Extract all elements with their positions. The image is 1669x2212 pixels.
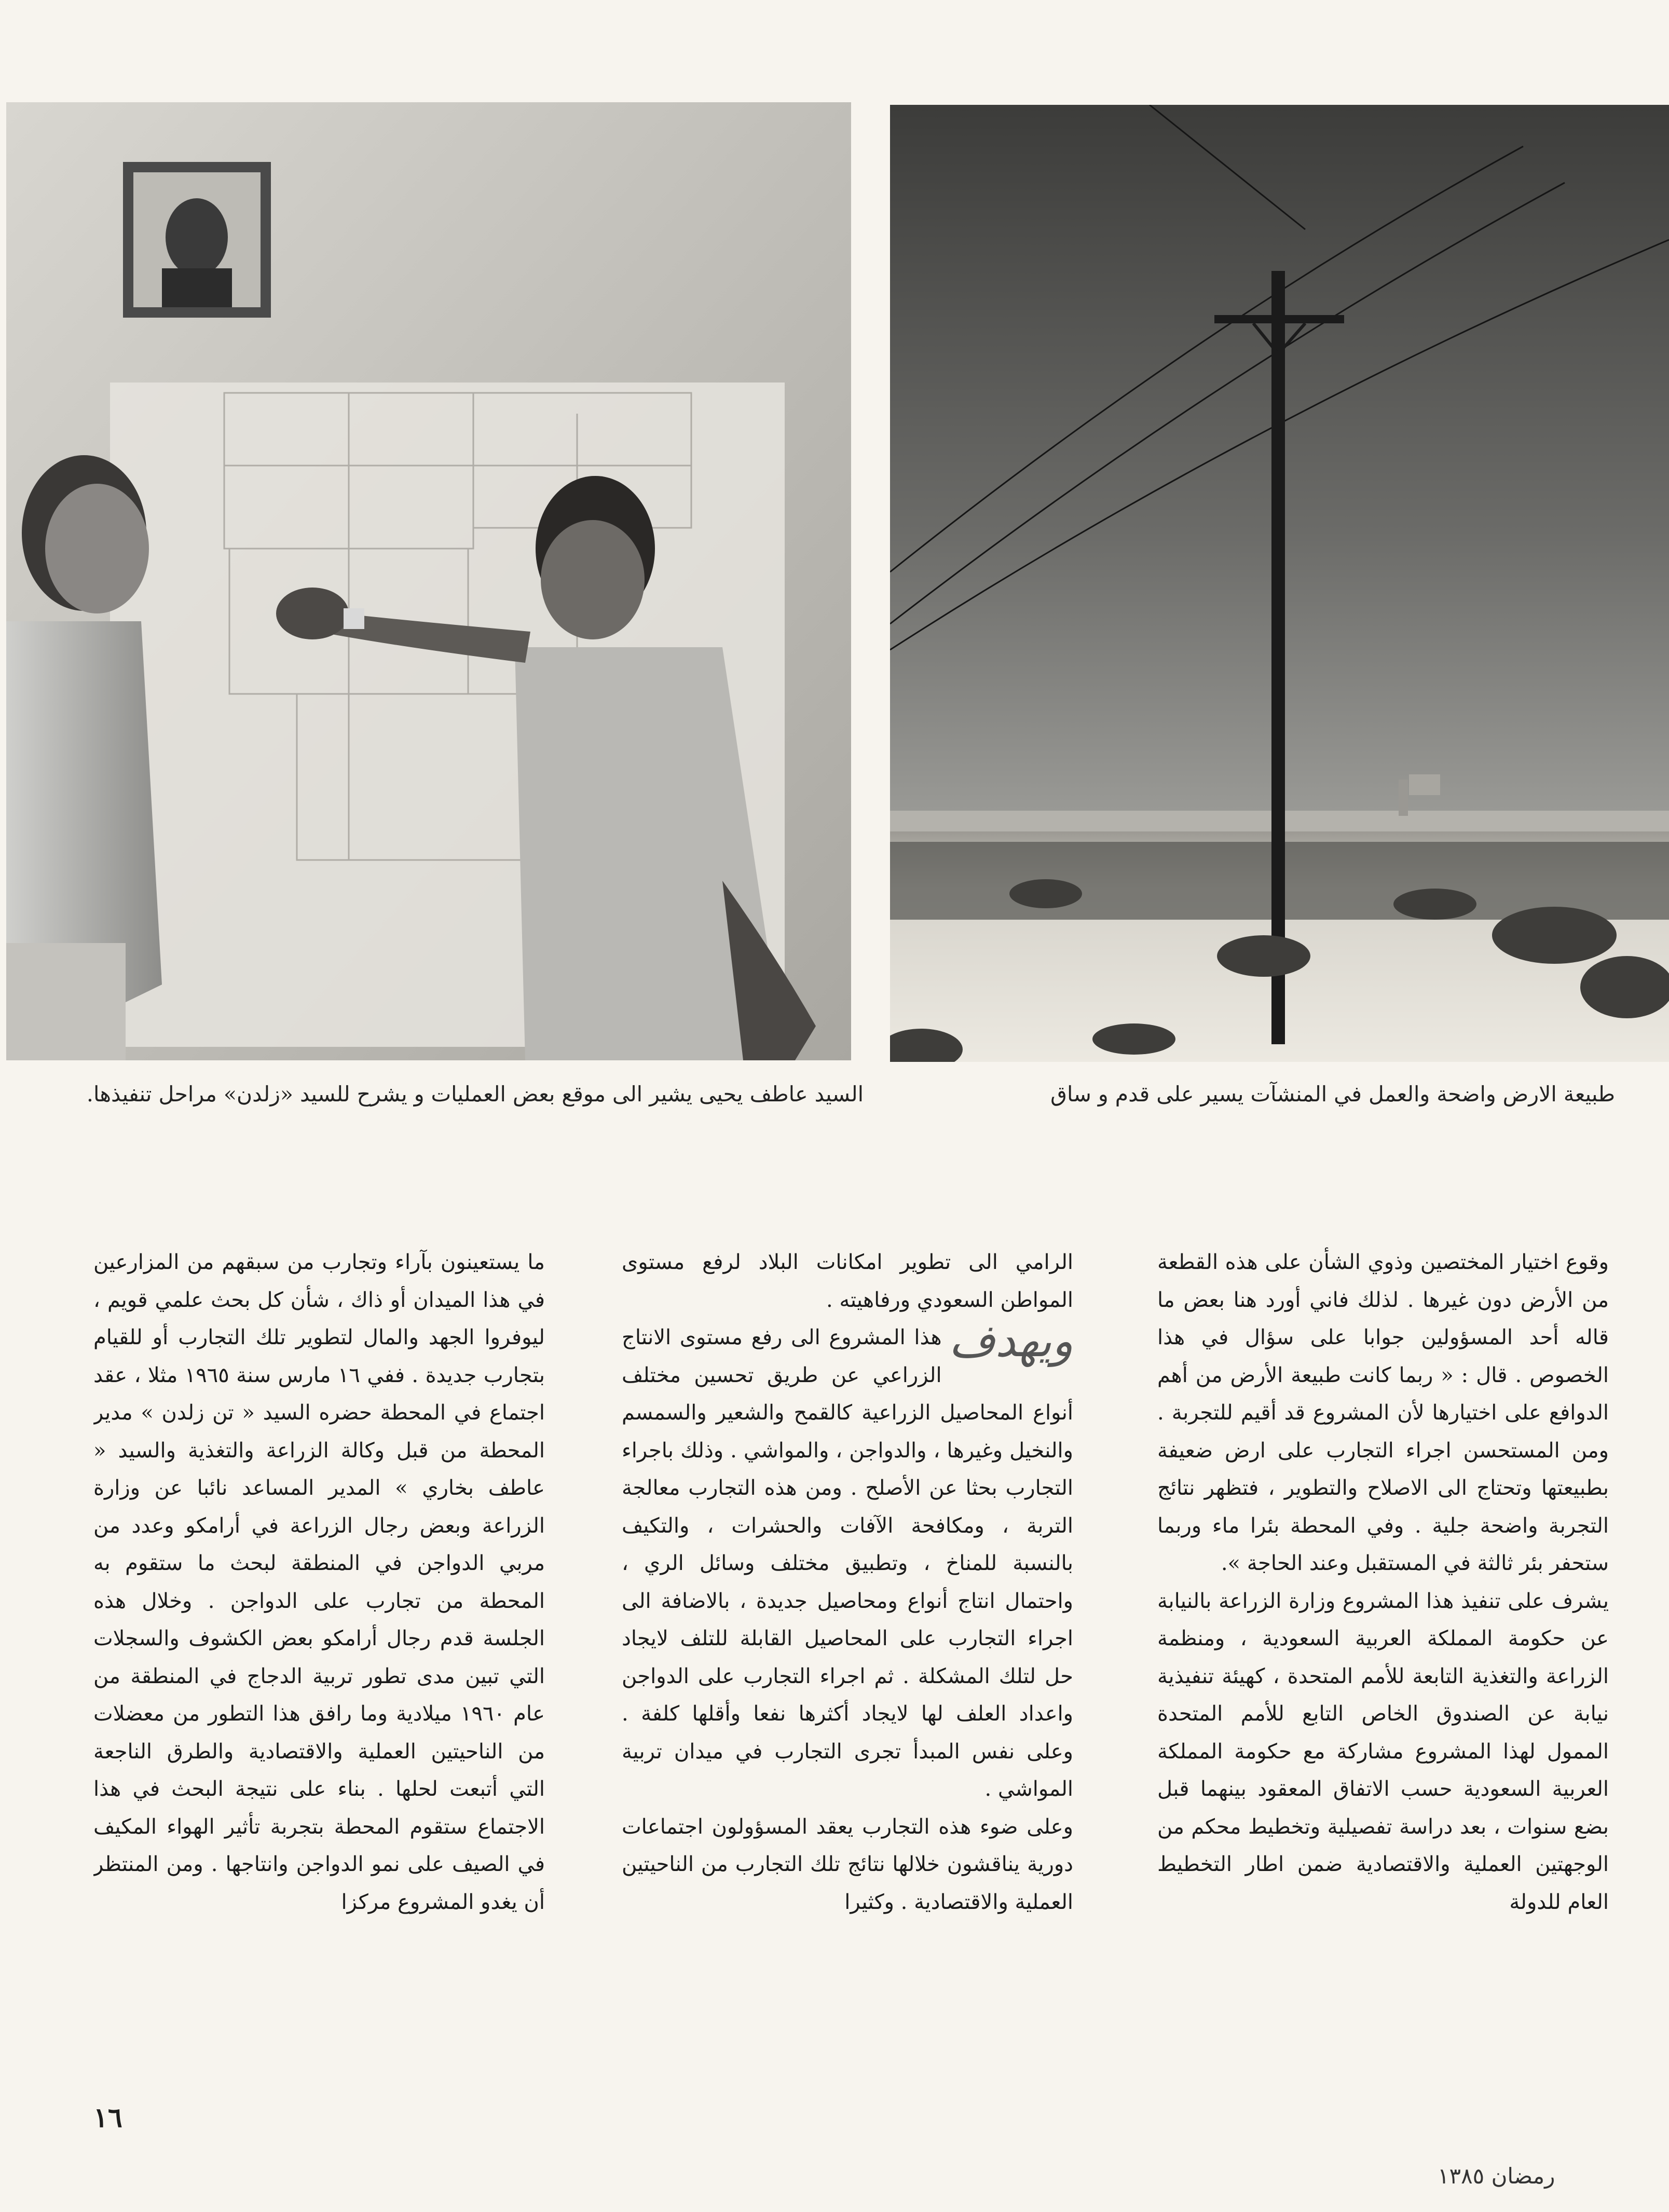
page-number: ١٦ — [93, 2102, 122, 2134]
article-column-1 — [1157, 1244, 1609, 2090]
photo-men-at-map-image — [6, 102, 851, 1060]
article-column-2 — [622, 1244, 1073, 2090]
paragraph: وقوع اختيار المختصين وذوي الشأن على هذه القطعة من الأرض دون غيرها . لذلك فاني أورد هنا بعض ما قاله أحد المسؤولين جوابا على سؤال في هذا الخصوص . قال : « ربما كانت طبيعة الأرض من أهم الدوافع على اختيارها لأن المشروع قد أقيم للتجربة . ومن المستحسن اجراء التجارب على ارض ضعيفة بطبيعتها وتحتاج الى الاصلاح والتطوير ، فتظهر نتائج التجربة واضحة جلية . وفي المحطة بئرا ماء وربما ستحفر بئر ثالثة في المستقبل وعند الحاجة ». — [1157, 1250, 1609, 1575]
caption-right-photo: طبيعة الارض واضحة والعمل في المنشآت يسير على قدم و ساق — [1050, 1082, 1615, 1107]
paragraph: يشرف على تنفيذ هذا المشروع وزارة الزراعة بالنيابة عن حكومة المملكة العربية السعودية ، ومنظمة الزراعة والتغذية التابعة للأمم المتحدة ، كهيئة تنفيذية نيابة عن الصندوق الخاص التابع للأمم المتحدة الممول لهذا المشروع مشاركة مع حكومة المملكة العربية السعودية حسب الاتفاق المعقود بينهما قبل بضع سنوات ، بعد دراسة تفصيلية وتخطيط محكم من الوجهتين العملية والاقتصادية ضمن اطار التخطيط العام للدولة — [1157, 1589, 1609, 1914]
paragraph: الرامي الى تطوير امكانات البلاد لرفع مستوى المواطن السعودي ورفاهيته . — [622, 1250, 1073, 1312]
photo-men-at-map — [6, 102, 851, 1060]
drop-word: ويهدف — [949, 1315, 1073, 1367]
paragraph: هذا المشروع الى رفع مستوى الانتاج الزراعي عن طريق تحسين مختلف أنواع المحاصيل الزراعية كالقمح والشعير والسمسم والنخيل وغيرها ، والدواجن ، والمواشي . وذلك باجراء التجارب بحثا عن الأصلح . ومن هذه التجارب معالجة التربة ، ومكافحة الآفات والحشرات ، والتكيف بالنسبة للمناخ ، وتطبيق مختلف وسائل الري ، واحتمال انتاج أنواع ومحاصيل جديدة ، بالاضافة الى اجراء التجارب على المحاصيل القابلة للتلف لايجاد حل لتلك المشكلة . ثم اجراء التجارب على الدواجن واعداد العلف لها لايجاد أكثرها نفعا وأقلها كلفة . وعلى نفس المبدأ تجرى التجارب في ميدان تربية المواشي . — [622, 1326, 1073, 1801]
paragraph: ما يستعينون بآراء وتجارب من سبقهم من المزارعين في هذا الميدان أو ذاك ، شأن كل بحث علمي قويم ، ليوفروا الجهد والمال لتطوير تلك التجارب أو للقيام بتجارب جديدة . ففي ١٦ مارس سنة ١٩٦٥ مثلا ، عقد اجتماع في المحطة حضره السيد « تن زلدن » مدير المحطة من قبل وكالة الزراعة والتغذية والسيد « عاطف بخاري » المدير المساعد نائبا عن وزارة الزراعة وبعض رجال الزراعة في أرامكو وعدد من مربي الدواجن في المنطقة لبحث ما ستقوم به المحطة من تجارب على الدواجن . وخلال هذه الجلسة قدم رجال أرامكو بعض الكشوف والسجلات التي تبين مدى تطور تربية الدجاج في المنطقة من عام ١٩٦٠ ميلادية وما رافق هذا التطور من معضلات من الناحيتين العملية والاقتصادية والطرق الناجعة التي أتبعت لحلها . بناء على نتيجة البحث في هذا الاجتماع ستقوم المحطة بتجربة تأثير الهواء المكيف في الصيف على نمو الدواجن وانتاجها . ومن المنتظر أن يغدو المشروع مركزا — [93, 1250, 545, 1914]
photo-desert-pole-image — [890, 105, 1669, 1062]
paragraph: وعلى ضوء هذه التجارب يعقد المسؤولون اجتماعات دورية يناقشون خلالها نتائج تلك التجارب من الناحيتين العملية والاقتصادية . وكثيرا — [622, 1814, 1073, 1914]
caption-left-photo: السيد عاطف يحيى يشير الى موقع بعض العمليات و يشرح للسيد «زلدن» مراحل تنفيذها. — [86, 1082, 864, 1107]
article-column-3 — [93, 1244, 545, 2090]
issue-date: رمضان ١٣٨٥ — [1438, 2163, 1555, 2189]
photo-desert-pole — [890, 105, 1669, 1062]
